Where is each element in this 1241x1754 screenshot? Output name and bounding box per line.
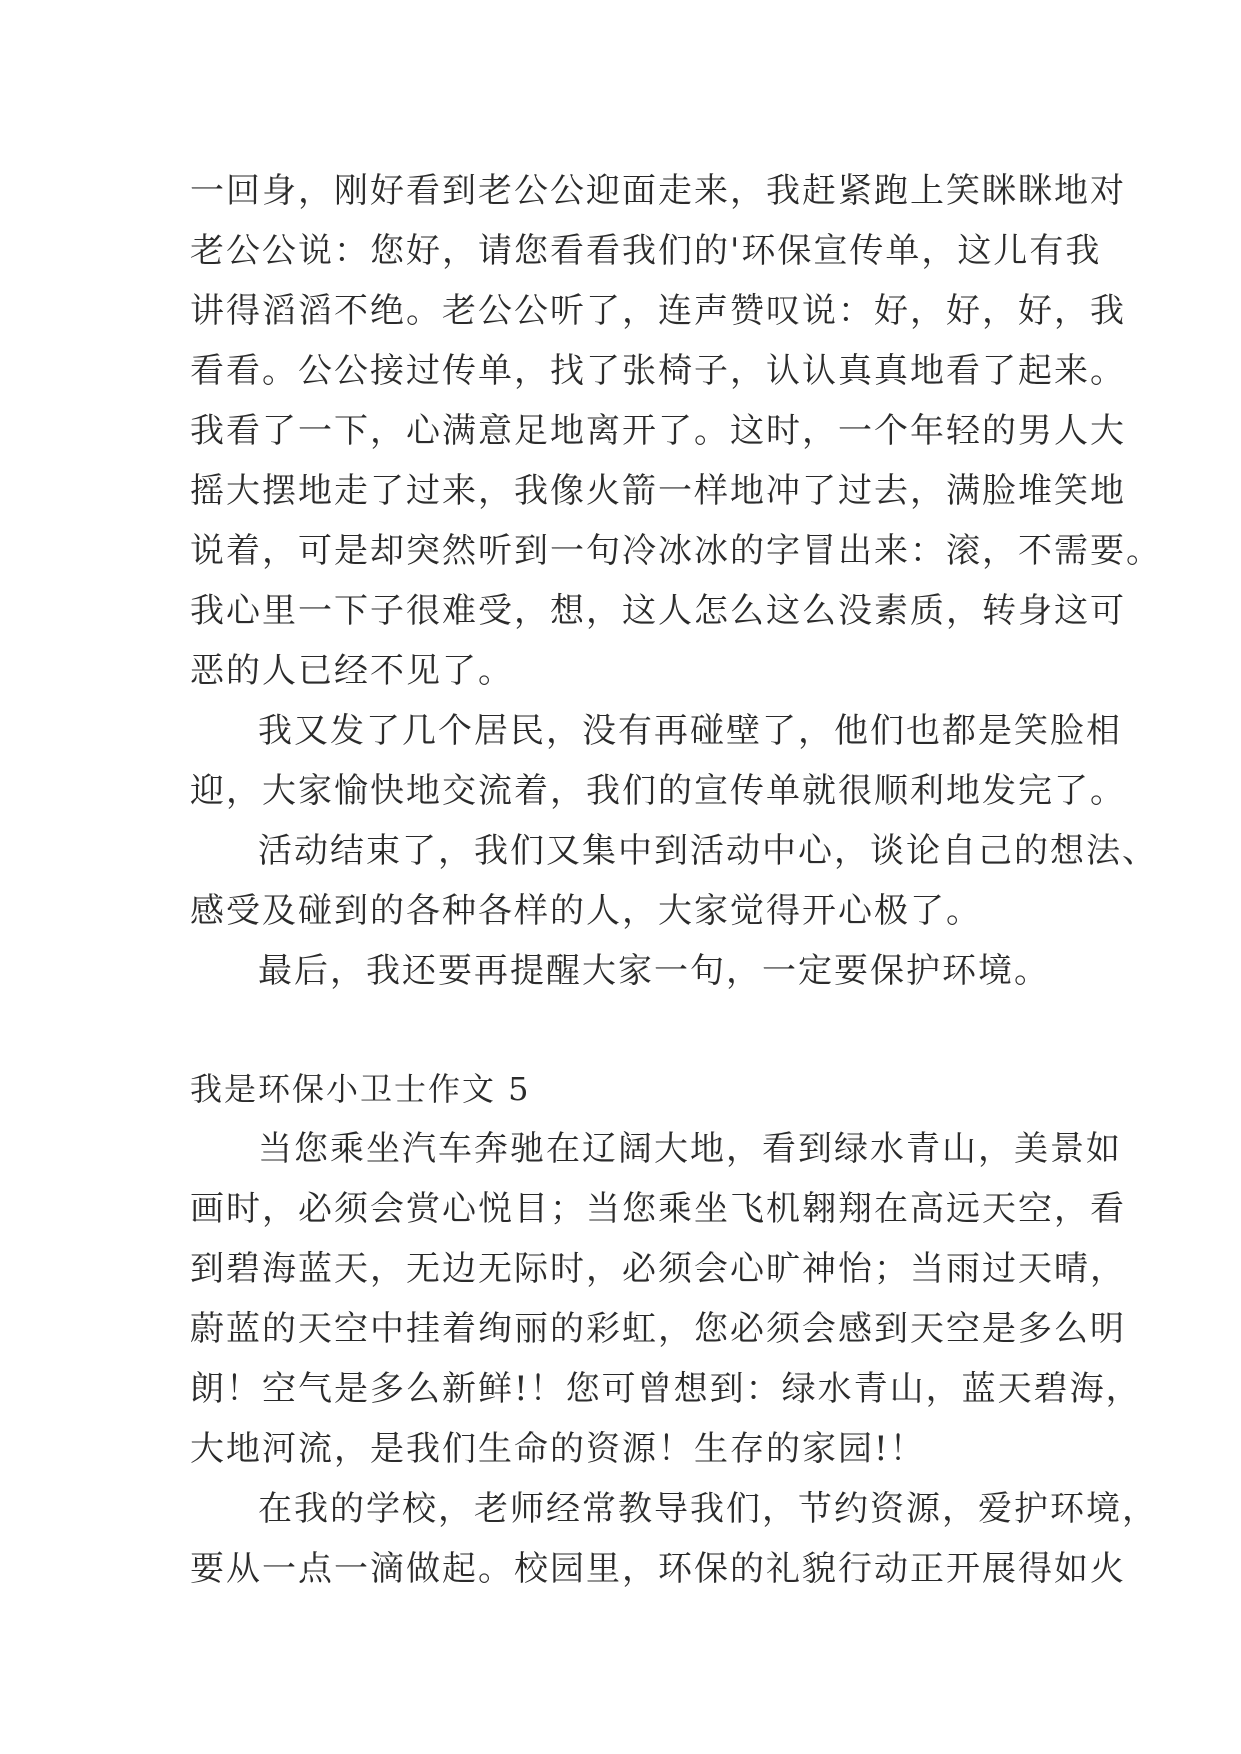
text-line: 大地河流，是我们生命的资源！生存的家园!！ (190, 1429, 926, 1469)
paragraph-residents (190, 708, 1126, 828)
text-line: 讲得滔滔不绝。老公公听了，连声赞叹说：好，好，好，我 (190, 291, 1126, 331)
text-line: 我看了一下，心满意足地离开了。这时，一个年轻的男人大 (190, 411, 1126, 451)
text-line: 摇大摆地走了过来，我像火箭一样地冲了过去，满脸堆笑地 (190, 471, 1126, 511)
document-body (190, 168, 1162, 1606)
text-line: 老公公说：您好，请您看看我们的'环保宣传单，这儿有我 (190, 231, 1102, 271)
text-line: 我又发了几个居民，没有再碰壁了，他们也都是笑脸相 (258, 711, 1122, 751)
text-line: 迎，大家愉快地交流着，我们的宣传单就很顺利地发完了。 (190, 771, 1126, 811)
text-line: 要从一点一滴做起。校园里，环保的礼貌行动正开展得如火 (190, 1549, 1126, 1589)
text-line: 最后，我还要再提醒大家一句，一定要保护环境。 (258, 951, 1050, 991)
text-line: 活动结束了，我们又集中到活动中心，谈论自己的想法、 (258, 831, 1158, 871)
text-line: 蔚蓝的天空中挂着绚丽的彩虹，您必须会感到天空是多么明 (190, 1309, 1126, 1349)
text-line: 到碧海蓝天，无边无际时，必须会心旷神怡；当雨过天晴， (190, 1249, 1126, 1289)
text-line: 画时，必须会赏心悦目；当您乘坐飞机翱翔在高远天空，看 (190, 1189, 1126, 1229)
text-line: 我心里一下子很难受，想，这人怎么这么没素质，转身这可 (190, 591, 1126, 631)
text-line: 说着，可是却突然听到一句冷冰冰的字冒出来：滚，不需要。 (190, 531, 1162, 571)
section-gap (190, 1008, 1070, 1066)
text-line: 感受及碰到的各种各样的人，大家觉得开心极了。 (190, 891, 982, 931)
paragraph-activity-end (190, 828, 1158, 948)
text-line: 看看。公公接过传单，找了张椅子，认认真真地看了起来。 (190, 351, 1126, 391)
text-line: 当您乘坐汽车奔驰在辽阔大地，看到绿水青山，美景如 (258, 1129, 1122, 1169)
paragraph-essay5-school (190, 1486, 1158, 1606)
essay-title: 我是环保小卫士作文 5 (190, 1070, 531, 1108)
text-line: 在我的学校，老师经常教导我们，节约资源，爱护环境， (258, 1489, 1158, 1529)
text-line: 一回身，刚好看到老公公迎面走来，我赶紧跑上笑眯眯地对 (190, 171, 1126, 211)
text-line: 恶的人已经不见了。 (190, 651, 514, 691)
paragraph-essay5-intro (190, 1126, 1142, 1486)
paragraph-reminder (190, 948, 1070, 1008)
paragraph-continued (190, 168, 1162, 708)
text-line: 朗！空气是多么新鲜!！您可曾想到：绿水青山，蓝天碧海， (190, 1369, 1142, 1409)
